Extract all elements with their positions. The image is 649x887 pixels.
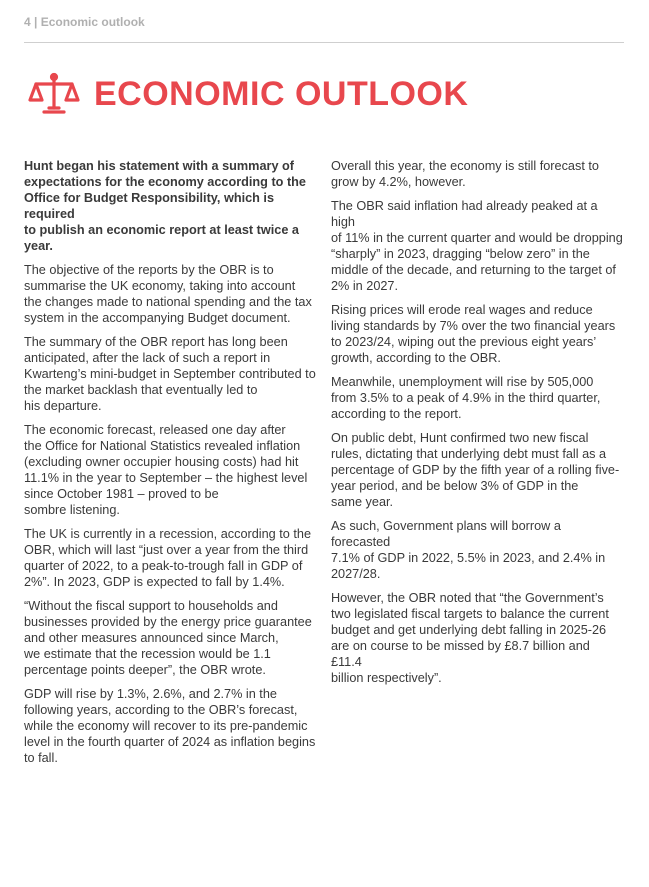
right-column <box>331 158 623 694</box>
paragraph: Overall this year, the economy is still forecast to grow by 4.2%, however. <box>331 159 599 189</box>
paragraph: As such, Government plans will borrow a forecasted 7.1% of GDP in 2022, 5.5% in 2023, and 2.4% in 2027/28. <box>331 519 606 581</box>
paragraph: The objective of the reports by the OBR is to summarise the UK economy, taking into account the changes made to national spending and the tax system in the accompanying Budget document. <box>24 263 312 325</box>
paragraph: Rising prices will erode real wages and reduce living standards by 7% over the two financial years to 2023/24, wiping out the previous eight years’ growth, according to the OBR. <box>331 303 616 365</box>
paragraph: “Without the fiscal support to households and businesses provided by the energy price guarantee and other measures announced since March, we estimate that the recession would be 1.1 percentage points deeper”, the OBR wrote. <box>24 599 312 677</box>
lead-paragraph: Hunt began his statement with a summary of expectations for the economy according to the Office for Budget Responsibility, which is required to publish an economic report at least twice a year. <box>24 159 306 253</box>
section-title <box>28 72 468 116</box>
paragraph: Meanwhile, unemployment will rise by 505,000 from 3.5% to a peak of 4.9% in the third quarter, according to the report. <box>331 375 601 421</box>
paragraph: GDP will rise by 1.3%, 2.6%, and 2.7% in the following years, according to the OBR’s forecast, while the economy will recover to its pre-pandemic level in the fourth quarter of 2024 as inflation begins to fall. <box>24 687 316 765</box>
left-column <box>24 158 316 774</box>
paragraph: The OBR said inflation had already peaked at a high of 11% in the current quarter and would be dropping “sharply” in 2023, dragging “below zero” in the middle of the decade, and returning to the target of 2% in 2027. <box>331 199 623 293</box>
paragraph: The economic forecast, released one day after the Office for National Statistics revealed inflation (excluding owner occupier housing costs) had hit 11.1% in the year to September – the highest level since October 1981 – proved to be sombre listening. <box>24 423 308 517</box>
paragraph: However, the OBR noted that “the Government’s two legislated fiscal targets to balance the current budget and get underlying debt falling in 2025-26 are on course to be missed by £8.7 billion and £11.4 billion respectively”. <box>331 591 609 685</box>
running-header: 4 | Economic outlook <box>24 15 145 29</box>
paragraph: The summary of the OBR report has long been anticipated, after the lack of such a report in Kwarteng’s mini-budget in September contributed to the market backlash that eventually led to his departure. <box>24 335 316 413</box>
paragraph: On public debt, Hunt confirmed two new fiscal rules, dictating that underlying debt must fall as a percentage of GDP by the fifth year of a rolling five- year period, and be below 3% of GDP in the same year. <box>331 431 620 509</box>
header-divider <box>24 42 624 43</box>
page-title: ECONOMIC OUTLOOK <box>94 74 469 113</box>
paragraph: The UK is currently in a recession, according to the OBR, which will last “just over a year from the third quarter of 2022, to a peak-to-trough fall in GDP of 2%”. In 2023, GDP is expected to fall by 1.4%. <box>24 527 312 589</box>
scales-icon <box>28 72 80 116</box>
